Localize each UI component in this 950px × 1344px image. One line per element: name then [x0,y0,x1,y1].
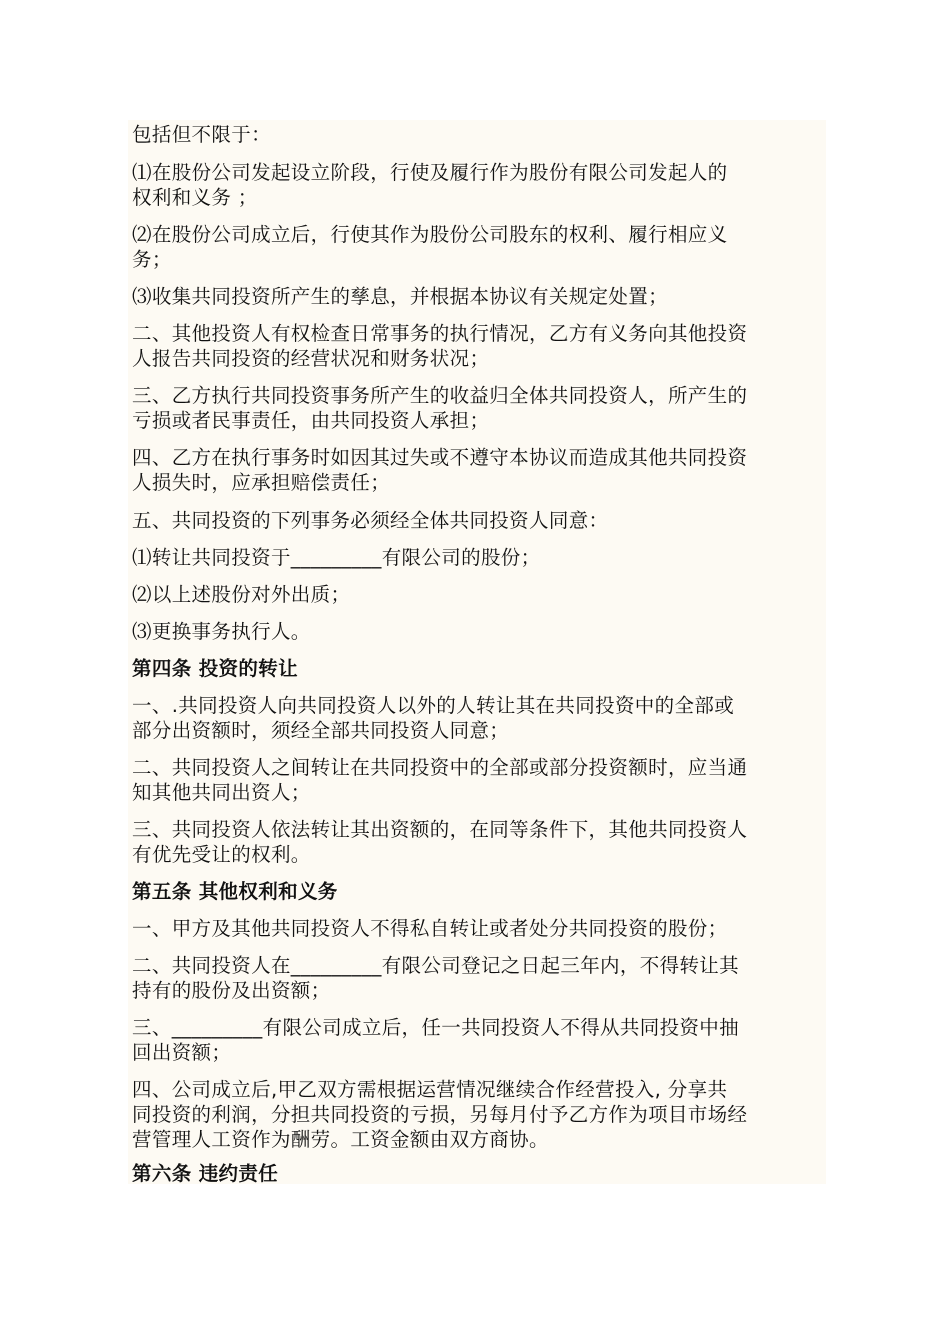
article-5-clause-4-line-3: 营管理人工资作为酬劳。工资金额由双方商协。 [132,1128,549,1151]
article-4-heading: 第四条 投资的转让 [132,657,298,680]
item-1-line-1: ⑴在股份公司发起设立阶段，行使及履行作为股份有限公司发起人的 [132,161,728,184]
document-body [128,120,826,1184]
article-5-clause-2-line-1: 二、共同投资人在_________有限公司登记之日起三年内，不得转让其 [132,954,740,977]
clause-4-line-2: 人损失时，应承担赔偿责任； [132,471,391,494]
article-5-clause-1: 一、甲方及其他共同投资人不得私自转让或者处分共同投资的股份； [132,917,728,940]
article-5-clause-4-line-2: 同投资的利润，分担共同投资的亏损，另每月付予乙方作为项目市场经 [132,1103,748,1126]
article-4-clause-3-line-2: 有优先受让的权利。 [132,843,311,866]
article-4-clause-1-line-1: 一、.共同投资人向共同投资人以外的人转让其在共同投资中的全部或 [132,694,735,717]
article-4-clause-1-line-2: 部分出资额时，须经全部共同投资人同意； [132,719,510,742]
item-2-line-2: 务； [132,248,172,271]
article-5-clause-4-line-1: 四、公司成立后,甲乙双方需根据运营情况继续合作经营投入, 分享共 [132,1078,728,1101]
article-6-heading: 第六条 违约责任 [132,1162,279,1185]
clause-5-item-1: ⑴转让共同投资于_________有限公司的股份； [132,546,541,569]
clause-4-line-1: 四、乙方在执行事务时如因其过失或不遵守本协议而造成其他共同投资 [132,446,748,469]
article-4-clause-2-line-1: 二、共同投资人之间转让在共同投资中的全部或部分投资额时，应当通 [132,756,748,779]
article-5-clause-2-line-2: 持有的股份及出资额； [132,979,331,1002]
article-4-clause-2-line-2: 知其他共同出资人； [132,781,311,804]
intro-line: 包括但不限于： [132,123,271,146]
clause-2-line-1: 二、其他投资人有权检查日常事务的执行情况，乙方有义务向其他投资 [132,322,748,345]
clause-2-line-2: 人报告共同投资的经营状况和财务状况； [132,347,490,370]
item-1-line-2: 权利和义务 ； [132,186,258,209]
clause-5-item-2: ⑵以上述股份对外出质； [132,583,351,606]
clause-5-line: 五、共同投资的下列事务必须经全体共同投资人同意： [132,509,609,532]
clause-3-line-2: 亏损或者民事责任，由共同投资人承担； [132,409,490,432]
article-5-clause-3-line-1: 三、_________有限公司成立后，任一共同投资人不得从共同投资中抽 [132,1016,740,1039]
article-5-heading: 第五条 其他权利和义务 [132,880,338,903]
clause-5-item-3: ⑶更换事务执行人。 [132,620,311,643]
item-2-line-1: ⑵在股份公司成立后，行使其作为股份公司股东的权利、履行相应义 [132,223,728,246]
article-5-clause-3-line-2: 回出资额； [132,1041,232,1064]
clause-3-line-1: 三、乙方执行共同投资事务所产生的收益归全体共同投资人，所产生的 [132,384,748,407]
item-3-line: ⑶收集共同投资所产生的孳息，并根据本协议有关规定处置； [132,285,668,308]
article-4-clause-3-line-1: 三、共同投资人依法转让其出资额的，在同等条件下，其他共同投资人 [132,818,748,841]
